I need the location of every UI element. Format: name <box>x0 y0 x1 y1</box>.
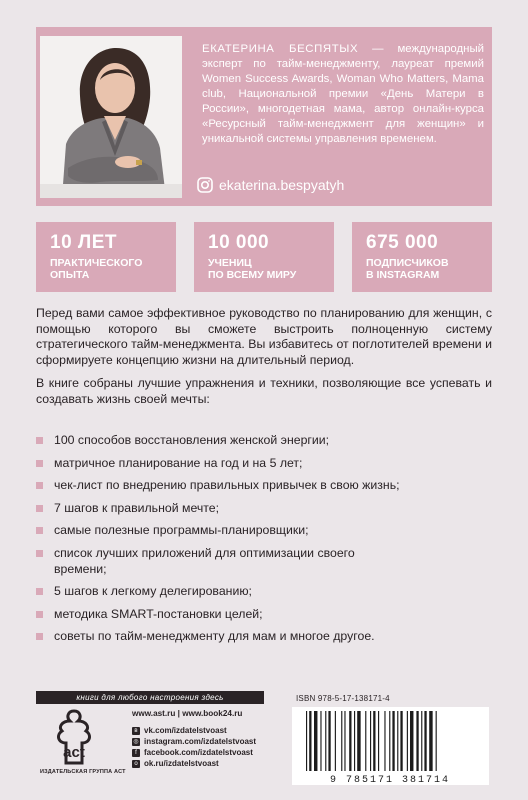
barcode-digits: 9 785171 381714 <box>329 775 451 785</box>
barcode-bar <box>320 711 321 771</box>
list-item-text: самые полезные программы-планировщики; <box>54 523 309 538</box>
barcode-bar <box>384 711 385 771</box>
barcode-bar <box>410 711 413 771</box>
list-item-text: методика SMART-постановки целей; <box>54 606 263 621</box>
barcode-bar <box>397 711 398 771</box>
barcode-bar <box>314 711 317 771</box>
barcode-bar <box>400 711 402 771</box>
facebook-icon: f <box>132 749 140 757</box>
list-item-text: матричное планирование на год и на 5 лет; <box>54 455 303 470</box>
feature-list <box>36 433 492 645</box>
list-item <box>36 607 492 623</box>
barcode-bar <box>354 711 355 771</box>
author-portrait-image <box>40 36 182 198</box>
isbn-number: ISBN 978-5-17-138171-4 <box>296 694 390 703</box>
ast-logo-icon <box>44 707 104 767</box>
barcode-bar <box>416 711 418 771</box>
publisher-name: ИЗДАТЕЛЬСКАЯ ГРУППА АСТ <box>40 769 126 775</box>
stat-number: 675 000 <box>366 232 439 253</box>
social-link-text: facebook.com/izdatelstvoast <box>144 748 253 757</box>
list-item <box>36 629 492 645</box>
barcode-bar <box>357 711 360 771</box>
barcode-bar <box>424 711 426 771</box>
bullet-square-icon <box>36 437 43 444</box>
list-item <box>36 546 372 577</box>
logo-text: act <box>63 744 85 761</box>
bullet-square-icon <box>36 460 43 467</box>
list-item <box>36 523 492 539</box>
barcode-image <box>292 707 489 785</box>
publisher-websites[interactable]: www.ast.ru | www.book24.ru <box>132 709 243 718</box>
author-name: ЕКАТЕРИНА БЕСПЯТЫХ <box>202 43 359 55</box>
barcode-bar <box>344 711 345 771</box>
author-instagram <box>197 174 344 196</box>
stat-caption-line-2: В INSTAGRAM <box>366 269 440 281</box>
barcode-bar <box>365 711 366 771</box>
publisher-links <box>132 709 272 769</box>
barcode-bar <box>335 711 336 771</box>
barcode-bar <box>389 711 390 771</box>
book-description <box>36 306 492 408</box>
bullet-square-icon <box>36 505 43 512</box>
barcode-bar <box>325 711 326 771</box>
social-link-text: vk.com/izdatelstvoast <box>144 726 227 735</box>
barcode-bar <box>306 711 307 771</box>
barcode-bar <box>436 711 437 771</box>
stat-experience <box>36 222 176 292</box>
instagram-icon: ◎ <box>133 738 139 745</box>
list-item-text: 7 шагов к правильной мечте; <box>54 500 220 515</box>
barcode-bar <box>429 711 432 771</box>
social-link-text: instagram.com/izdatelstvoast <box>144 737 257 746</box>
list-item-text: 5 шагов к легкому делегированию; <box>54 584 252 599</box>
bullet-square-icon <box>36 633 43 640</box>
barcode-bar <box>309 711 311 771</box>
stat-subscribers <box>352 222 492 292</box>
bullet-square-icon <box>36 527 43 534</box>
stat-caption-line-1: ПРАКТИЧЕСКОГО <box>50 257 143 269</box>
author-photo <box>40 36 182 198</box>
instagram-icon <box>197 177 213 193</box>
slogan-strip: книги для любого настроения здесь <box>36 691 264 704</box>
list-item-text: 100 способов восстановления женской энергии; <box>54 433 330 447</box>
stat-caption-line-1: ПОДПИСЧИКОВ <box>366 257 449 269</box>
stat-students <box>194 222 334 292</box>
barcode-bar <box>407 711 408 771</box>
stat-caption-line-1: УЧЕНИЦ <box>208 257 252 269</box>
odnoklassniki-icon: о <box>132 760 140 768</box>
barcode-bar <box>370 711 371 771</box>
barcode-bar <box>328 711 330 771</box>
barcode-bar <box>392 711 394 771</box>
list-item <box>36 478 492 494</box>
instagram-handle: ekaterina.bespyatyh <box>219 177 345 193</box>
barcode-bar <box>421 711 422 771</box>
list-item <box>36 584 492 600</box>
barcode <box>292 707 489 785</box>
bullet-square-icon <box>36 550 43 557</box>
list-item <box>36 501 492 517</box>
description-paragraph-1: Перед вами самое эффективное руководство по планированию для женщин, с помощью которого вы сможете выстроить полноценную систему стратегического тайм-менеджмента. Вы избавитесь от поглотителей времени и сформируете концепцию жизни на длительный период. <box>36 306 492 367</box>
stat-number: 10 ЛЕТ <box>50 232 118 253</box>
list-item-text: список лучших приложений для оптимизации своего времени; <box>54 545 355 576</box>
publisher-logo <box>40 707 128 777</box>
list-item <box>36 456 492 472</box>
vk-icon: в <box>132 727 140 735</box>
description-paragraph-2: В книге собраны лучшие упражнения и техники, позволяющие все успевать и создавать жизнь своей мечты: <box>36 376 492 406</box>
bullet-square-icon <box>36 588 43 595</box>
social-link-odnoklassniki[interactable] <box>132 758 272 769</box>
list-item-text: советы по тайм-менеджменту для мам и многое другое. <box>54 629 375 644</box>
social-link-vk[interactable] <box>132 725 272 736</box>
stat-caption-line-2: ОПЫТА <box>50 269 90 281</box>
bullet-square-icon <box>36 611 43 618</box>
barcode-bar <box>349 711 351 771</box>
barcode-bar <box>378 711 379 771</box>
social-link-facebook[interactable] <box>132 747 272 758</box>
author-bio-text: — международный эксперт по тайм-менеджменту, лауреат премий Women Success Awards, Woman Who Matters, Mama club, Национальной премии «День Матери в России», многодетная мама, автор онлайн-курса «Ресурсный тайм-менеджмент для женщин» и уникальной системы управления временем. <box>202 43 484 145</box>
social-link-text: ok.ru/izdatelstvoast <box>144 759 219 768</box>
stat-caption-line-2: ПО ВСЕМУ МИРУ <box>208 269 297 281</box>
list-item <box>36 433 492 449</box>
author-bio <box>202 42 484 147</box>
barcode-bar <box>373 711 375 771</box>
barcode-bar <box>341 711 342 771</box>
social-link-instagram[interactable] <box>132 736 272 747</box>
list-item-text: чек-лист по внедрению правильных привычек в свою жизнь; <box>54 478 400 493</box>
stat-number: 10 000 <box>208 232 270 253</box>
bullet-square-icon <box>36 482 43 489</box>
